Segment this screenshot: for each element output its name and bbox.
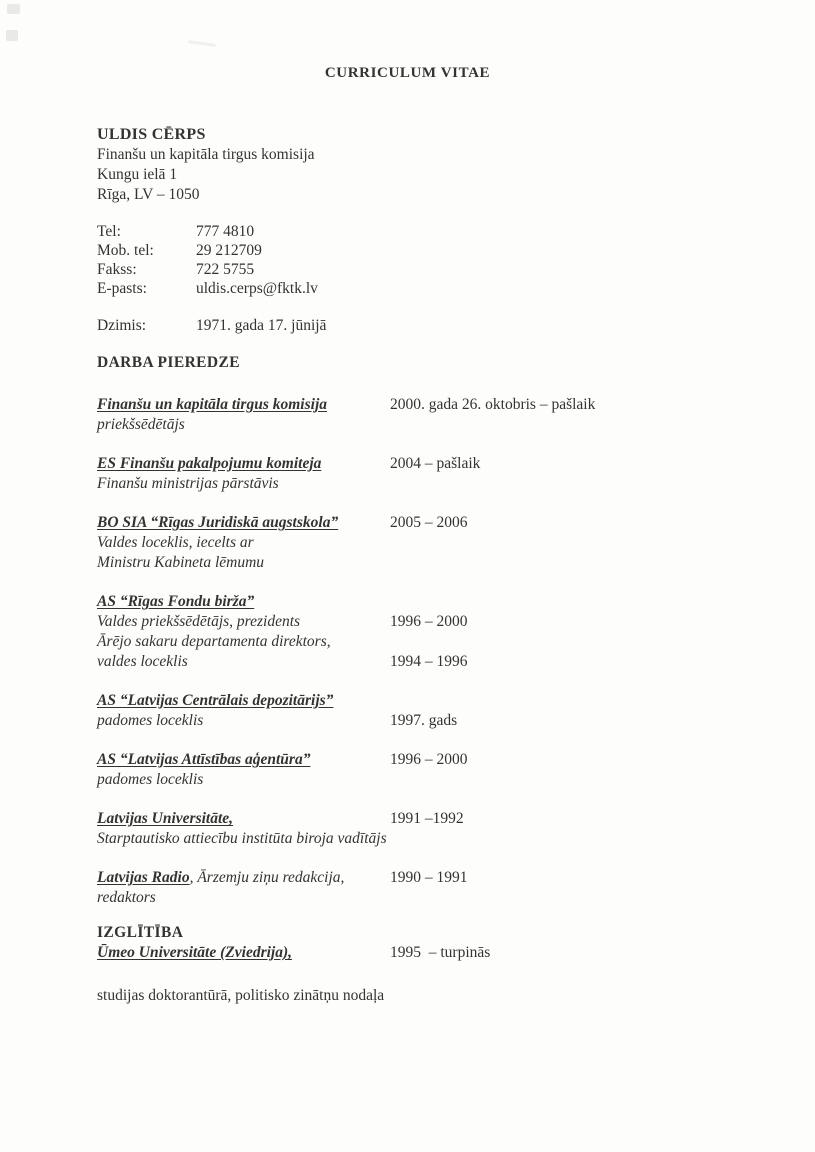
entry-title: Finanšu un kapitāla tirgus komisija [97,396,328,413]
entry-date: 1991 –1992 [390,810,464,827]
entry-title: Latvijas Universitāte, [97,810,234,827]
contact-row-phone [97,222,775,241]
entry-date: 2000. gada 26. oktobris – pašlaik [390,396,596,413]
entry-role: padomes loceklis [97,712,204,729]
entry-title: BO SIA “Rīgas Juridiskā augstskola” [97,514,339,531]
entry-date: 1997. gads [390,712,458,729]
entry-subline [97,829,775,849]
entry-role: padomes loceklis [97,771,204,788]
person-city: Rīga, LV – 1050 [97,186,200,203]
entry-date: 2005 – 2006 [390,514,468,531]
entry-title-line [97,809,775,829]
contact-block [97,222,775,335]
entry-title-line [97,943,775,963]
birth-date-label: Dzimis: [97,317,147,334]
entry-date: 1994 – 1996 [390,653,468,670]
entry-date: 1996 – 2000 [390,613,468,630]
entry-date: 1996 – 2000 [390,751,468,768]
cv-content [97,125,775,1006]
contact-row-email [97,279,775,298]
experience-entry [97,592,775,672]
document-title: CURRICULUM VITAE [324,65,491,81]
entry-title-suffix: , Ārzemju ziņu redakcija, [189,869,345,886]
entry-title-line [97,691,775,711]
contact-row-fax [97,260,775,279]
scan-artifact [7,4,20,14]
entry-title: Ūmeo Universitāte (Zviedrija), [97,944,292,961]
entry-title-line [97,513,775,533]
section-heading-education: IZGLĪTĪBA [97,924,184,941]
entry-date: 1995 – turpinās [390,944,491,961]
contact-value: uldis.cerps@fktk.lv [196,280,318,297]
birth-date-value: 1971. gada 17. jūnijā [196,317,327,334]
experience-entry [97,454,775,494]
entry-subline [97,612,775,632]
entry-subline [97,652,775,672]
entry-subline [97,533,775,553]
entry-role: Ārējo sakaru departamenta direktors, [97,633,331,650]
birth-date-row [97,316,775,335]
person-street: Kungu ielā 1 [97,166,178,183]
entry-subline [97,553,775,573]
entry-role: Starptautisko attiecību institūta biroja vadītājs [97,830,387,847]
experience-entry [97,513,775,573]
entry-subline [97,415,775,435]
entry-title: AS “Rīgas Fondu birža” [97,593,255,610]
entry-subline [97,632,775,652]
entry-title-line [97,395,775,415]
experience-entry [97,395,775,435]
contact-label: Tel: [97,223,121,240]
experience-entry [97,691,775,731]
entry-title: ES Finanšu pakalpojumu komiteja [97,455,322,472]
entry-subline [97,888,775,908]
entry-role: Finanšu ministrijas pārstāvis [97,475,279,492]
contact-label: Mob. tel: [97,242,154,259]
entry-date: 2004 – pašlaik [390,455,481,472]
contact-value: 29 212709 [196,242,262,259]
entry-title: AS “Latvijas Attīstības aģentūra” [97,751,311,768]
experience-entry [97,750,775,790]
entry-title-line [97,592,775,612]
entry-role: priekšsēdētājs [97,416,185,433]
contact-label: E-pasts: [97,280,147,297]
scan-artifact [6,30,18,41]
entry-title: AS “Latvijas Centrālais depozitārijs” [97,692,334,709]
entry-title-line [97,454,775,474]
entry-date: 1990 – 1991 [390,869,468,886]
entry-title-line [97,750,775,770]
education-note: studijas doktorantūrā, politisko zinātņu nodaļa [97,987,385,1004]
entry-title-line [97,868,775,888]
entry-subline [97,474,775,494]
section-heading-experience: DARBA PIEREDZE [97,354,240,371]
contact-label: Fakss: [97,261,137,278]
person-organization: Finanšu un kapitāla tirgus komisija [97,146,315,163]
education-entry [97,943,775,963]
entry-subline [97,770,775,790]
entry-role: Ministru Kabineta lēmumu [97,554,265,571]
contact-value: 722 5755 [196,261,255,278]
entry-title: Latvijas Radio [97,869,190,886]
entry-role: Valdes priekšsēdētājs, prezidents [97,613,301,630]
entry-role: valdes loceklis [97,653,188,670]
experience-entry [97,868,775,908]
entry-role: Valdes loceklis, iecelts ar [97,534,254,551]
contact-value: 777 4810 [196,223,255,240]
entry-subline [97,711,775,731]
contact-row-mobile [97,241,775,260]
experience-entry [97,809,775,849]
entry-role: redaktors [97,889,156,906]
person-name: ULDIS CĒRPS [97,126,206,143]
